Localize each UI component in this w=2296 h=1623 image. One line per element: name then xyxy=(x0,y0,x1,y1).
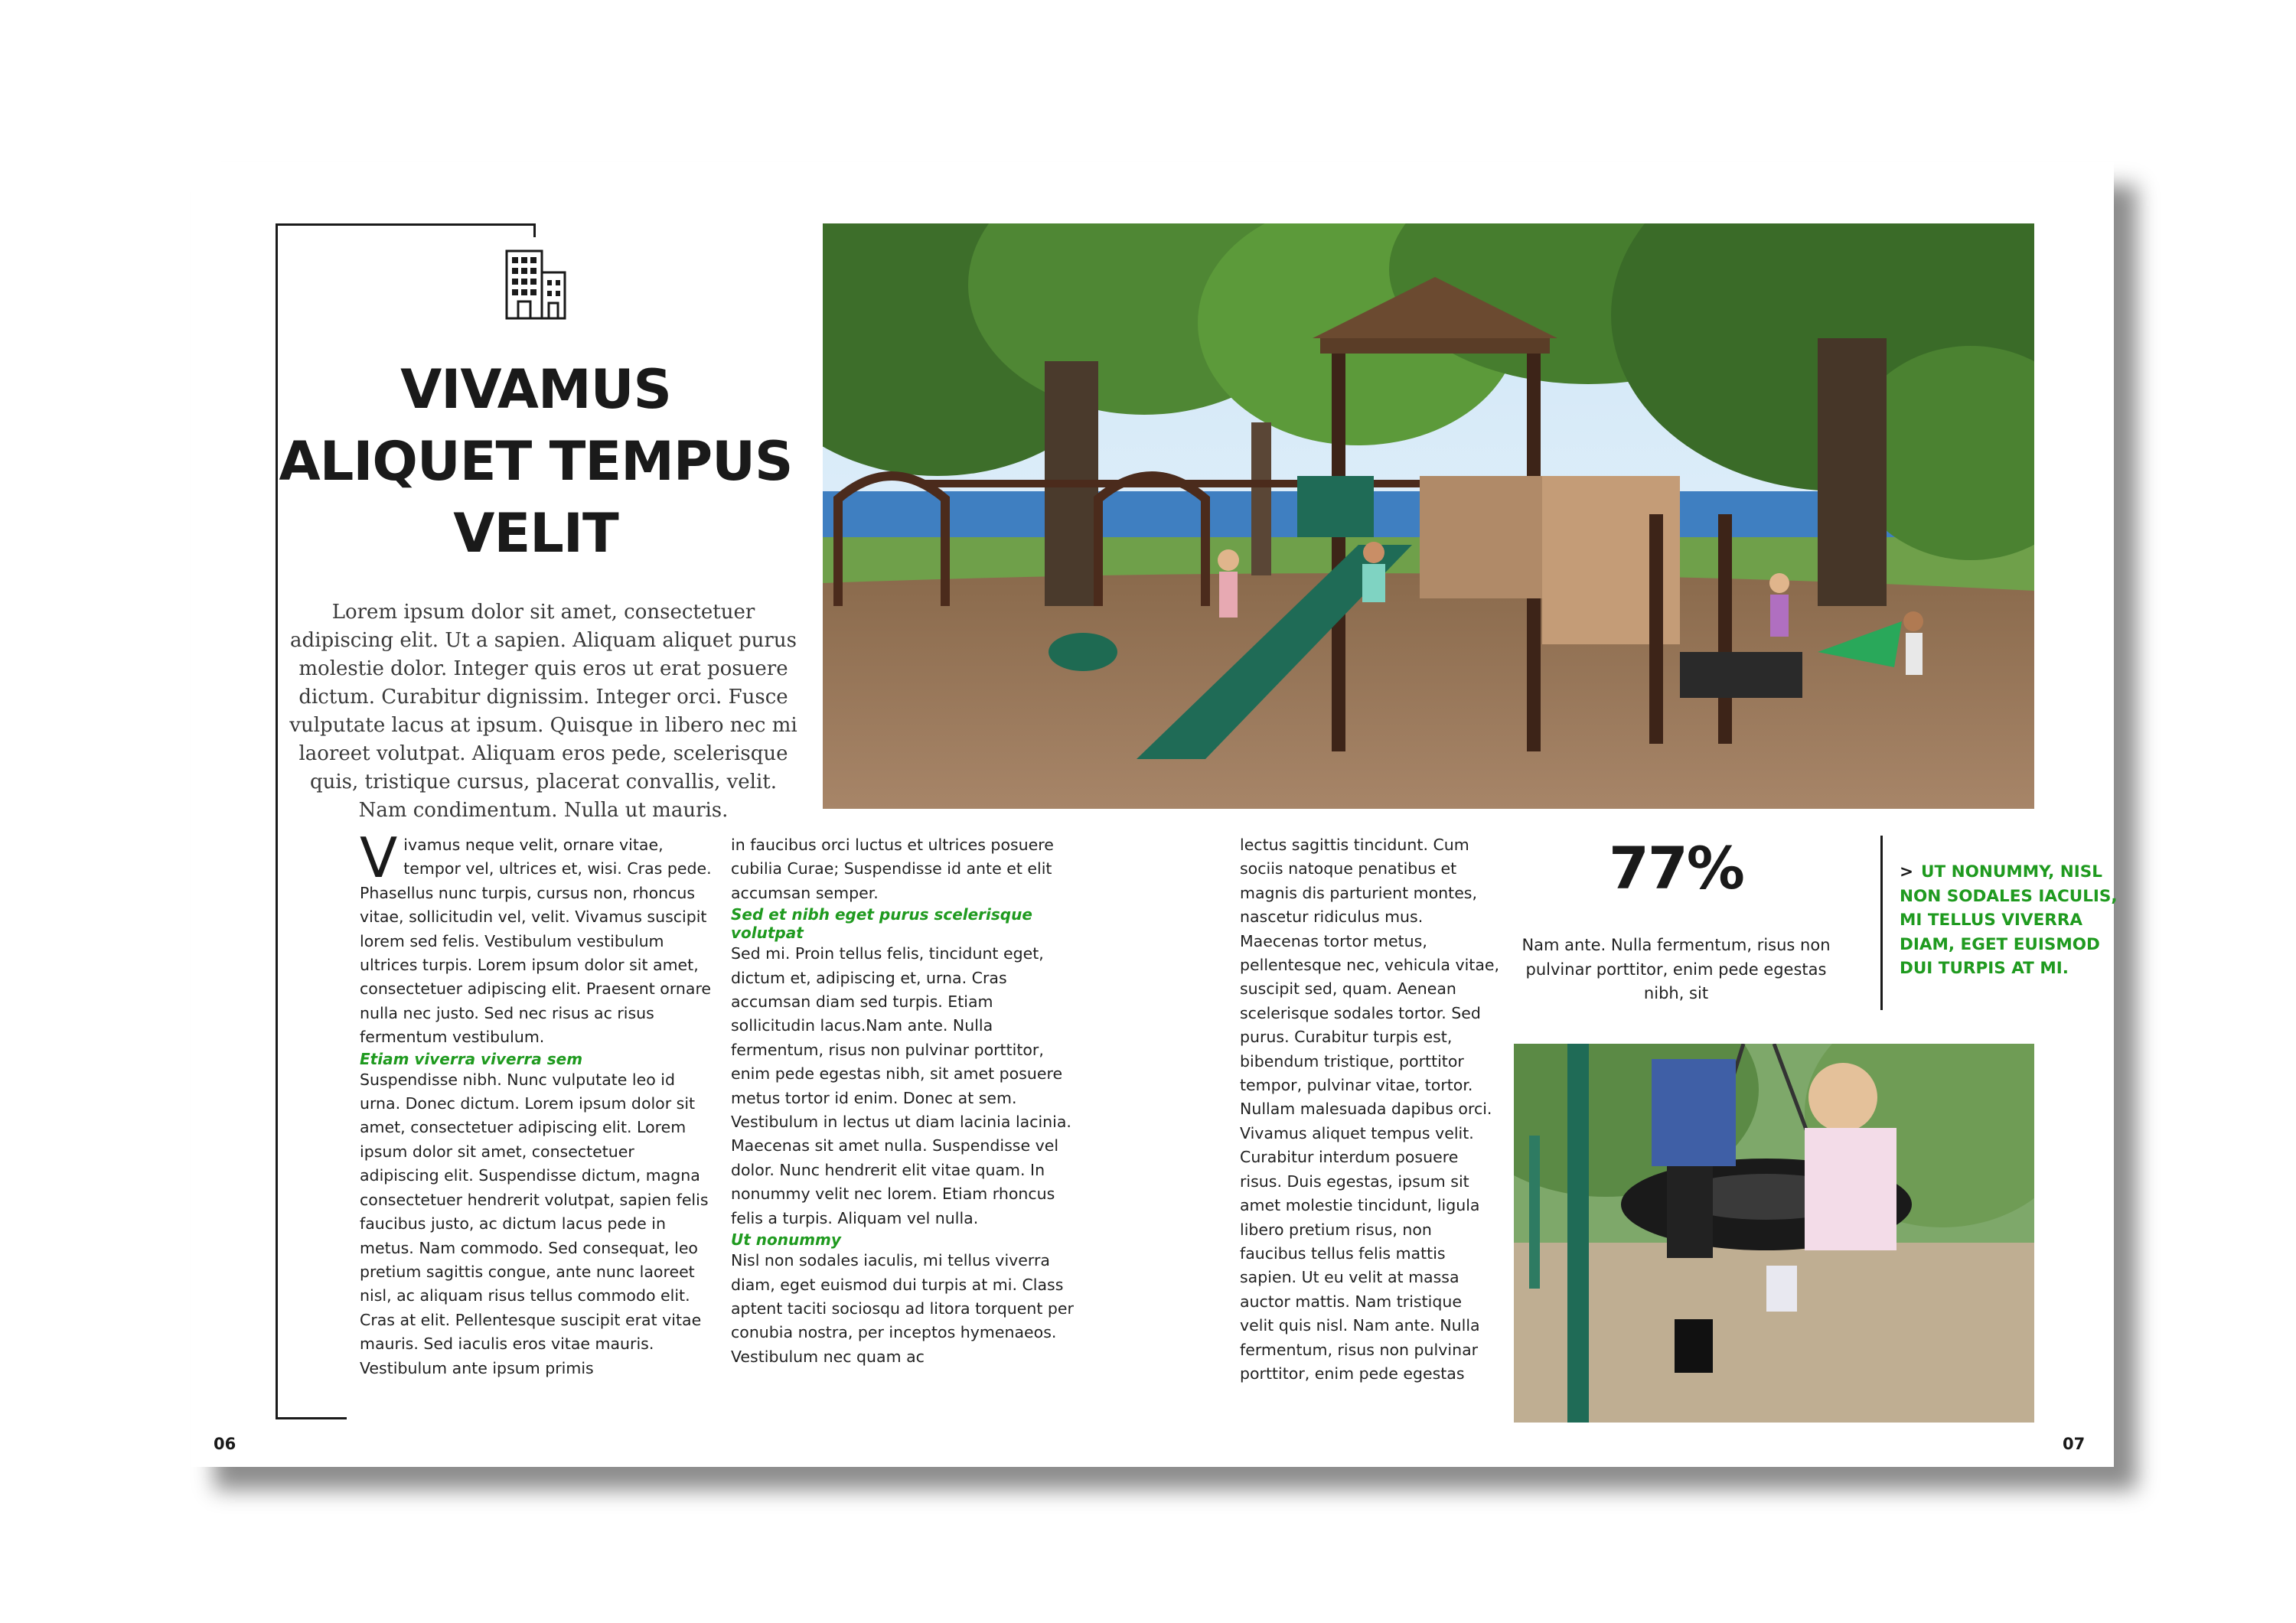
intro-paragraph: Lorem ipsum dolor sit amet, consectetuer adipiscing elit. Ut a sapien. Aliquam aliquet purus molestie dolor. Integer quis eros ut erat posuere dictum. Curabitur dignissim. Integer orci. Fusce vulputate lacus at ipsum. Quisque in libero nec mi laoreet volutpat. Aliquam eros pede, scelerisque quis, tristique cursus, placerat convallis, velit. Nam condimentum. Nulla ut mauris. xyxy=(289,601,797,822)
building-icon xyxy=(505,249,566,320)
column-3-paragraph: lectus sagittis tincidunt. Cum sociis natoque penatibus et magnis dis parturient montes, nascetur ridiculus mus. Maecenas tortor metus, pellentesque nec, vehicula vitae, suscipit sed, quam. Aenean scelerisque sodales tortor. Sed purus. Curabitur turpis est, bibendum tristique, porttitor tempor, pulvinar vitae, tortor. Nullam malesuada dapibus orci. Vivamus aliquet tempus velit. Curabitur interdum posuere risus. Duis egestas, ipsum sit amet molestie tincidunt, ligula libero pretium risus, non faucibus tellus felis mattis sapien. Ut eu velit at massa auctor mattis. Nam tristique velit quis nisl. Nam ante. Nulla fermentum, risus non pulvinar porttitor, enim pede egestas xyxy=(1240,836,1500,1383)
headline-line-3: VELIT xyxy=(453,502,618,565)
headline-line-1: VIVAMUS xyxy=(400,358,671,421)
column-2-paragraph-3: Nisl non sodales iaculis, mi tellus viverra diam, eget euismod dui turpis at mi. Class aptent taciti sociosqu ad litora torquent per conubia nostra, per inceptos hymenaeos. Vestibulum nec quam ac xyxy=(731,1251,1074,1366)
headline-line-2: ALIQUET TEMPUS xyxy=(279,430,793,493)
magazine-spread xyxy=(191,162,2118,1467)
column-1-paragraph-2: Suspendisse nibh. Nunc vulputate leo id urna. Donec dictum. Lorem ipsum dolor sit amet, consectetuer adipiscing elit. Lorem ipsum dolor sit amet, consectetuer adipiscing elit. Suspendisse dictum, magna consectetuer hendrerit volutpat, sapien felis faucibus justo, ac dictum lacus pede in metus. Nam commodo. Sed consequat, leo pretium sagittis congue, ante nunc laoreet nisl, ac aliquam risus tellus commodo elit. Cras at elit. Pellentesque suscipit erat vitae mauris. Sed iaculis eros vitae mauris. Vestibulum ante ipsum primis xyxy=(360,1070,709,1377)
frame-corner-tick xyxy=(533,223,536,237)
drop-cap: V xyxy=(360,826,398,890)
page-number-left: 06 xyxy=(214,1435,236,1453)
column-2-paragraph-1: in faucibus orci luctus et ultrices posuere cubilia Curae; Suspendisse id ante et elit accumsan semper. xyxy=(731,836,1054,902)
body-column-3 xyxy=(1240,833,1500,1386)
stat-caption: Nam ante. Nulla fermentum, risus non pulvinar porttitor, enim pede egestas nibh, sit xyxy=(1521,936,1831,1002)
column-2-paragraph-2: Sed mi. Proin tellus felis, tincidunt eget, dictum et, adipiscing et, urna. Cras accumsan diam sed turpis. Etiam sollicitudin lacus.Nam ante. Nulla fermentum, risus non pulvinar porttitor, enim pede egestas nibh, sit amet posuere metus tortor id enim. Donec at sem. Vestibulum in lectus ut diam lacinia lacinia. Maecenas sit amet nulla. Suspendisse vel dolor. Nunc hendrerit elit vitae quam. In nonummy velit nec lorem. Etiam rhoncus felis a turpis. Aliquam vel nulla. xyxy=(731,944,1071,1227)
pullquote-marker: > xyxy=(1900,862,1914,882)
page-number-right: 07 xyxy=(2063,1435,2086,1453)
pullquote xyxy=(1900,860,2122,981)
body-column-2 xyxy=(731,833,1075,1369)
body-column-1 xyxy=(360,826,712,1380)
column-1-paragraph-1 xyxy=(360,826,712,1050)
stat-value: 77% xyxy=(1609,834,1743,902)
subheading-sed-et-nibh: Sed et nibh eget purus scelerisque volutpat xyxy=(731,905,1032,943)
playground-photo xyxy=(823,223,2034,809)
frame-bottom-border xyxy=(276,1417,347,1419)
pullquote-text: UT NONUMMY, NISL NON SODALES IACULIS, MI TELLUS VIVERRA DIAM, EGET EUISMOD DUI TURPIS AT MI. xyxy=(1900,862,2118,978)
pullquote-rule xyxy=(1880,836,1883,1010)
frame-top-border xyxy=(276,223,536,226)
column-1-paragraph-1-text: ivamus neque velit, ornare vitae, tempor vel, ultrices et, wisi. Cras pede. Phasellus nunc turpis, cursus non, rhoncus vitae, sollicitudin vel, velit. Vivamus suscipit lorem sed felis. Vestibulum vestibulum ultrices turpis. Lorem ipsum dolor sit amet, consectetuer adipiscing elit. Praesent ornare nulla nec justo. Sed nec risus ac risus fermentum vestibulum. xyxy=(360,836,712,1047)
subheading-etiam: Etiam viverra viverra sem xyxy=(360,1049,583,1068)
headline xyxy=(276,354,796,569)
tire-swing-photo xyxy=(1514,1044,2034,1423)
subheading-ut-nonummy: Ut nonummy xyxy=(731,1230,841,1250)
